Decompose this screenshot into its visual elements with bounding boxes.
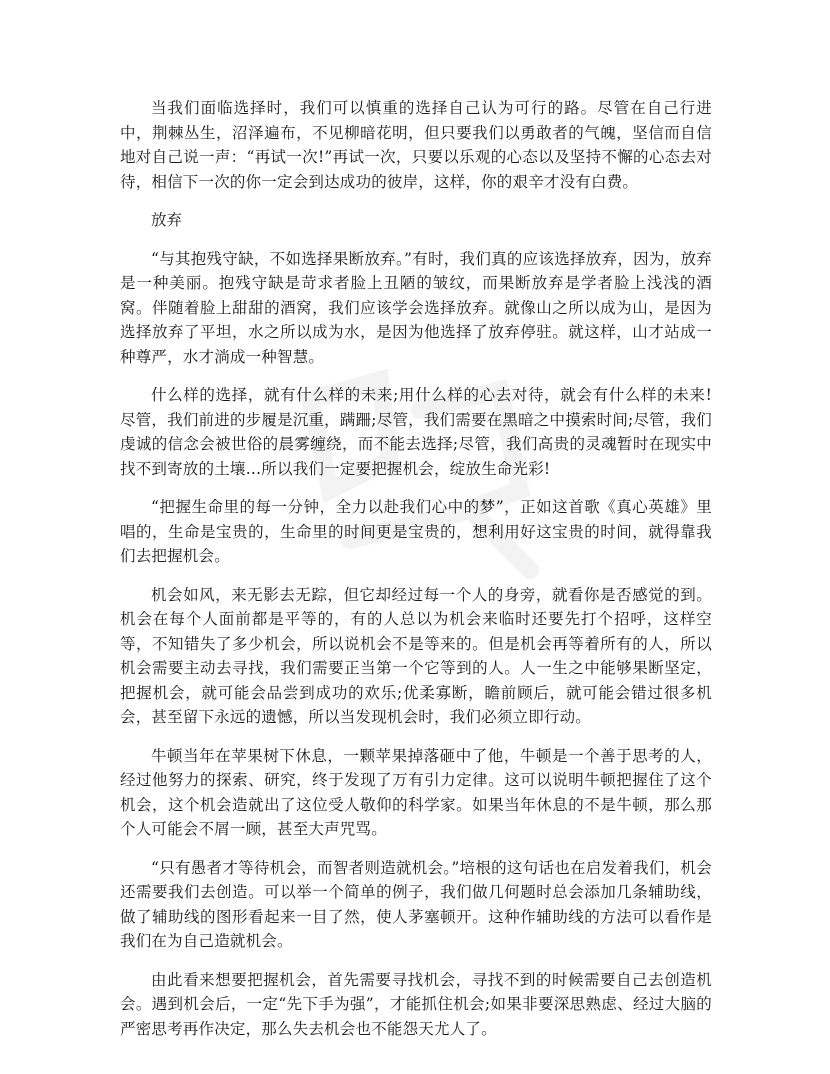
document-body bbox=[120, 96, 712, 1055]
section-heading-give-up: 放弃 bbox=[151, 211, 183, 229]
paragraph-true-hero: “把握生命里的每一分钟，全力以赴我们心中的梦”，正如这首歌《真心英雄》里唱的，生命是宝贵的，生命里的时间更是宝贵的，想利用好这宝贵的时间，就得靠我们去把握机会。 bbox=[120, 498, 712, 565]
paragraph-persistence: 当我们面临选择时，我们可以慎重的选择自己认为可行的路。尽管在自己行进中，荆棘丛生，沼泽遍布，不见柳暗花明，但只要我们以勇敢者的气魄，坚信而自信地对自己说一声：“再试一次!”再试一次，只要以乐观的心态以及坚持不懈的心态去对待，相信下一次的你一定会到达成功的彼岸，这样，你的艰辛才没有白费。 bbox=[120, 99, 712, 191]
paragraph-bacon: “只有愚者才等待机会，而智者则造就机会。”培根的这句话也在启发着我们，机会还需要我们去创造。可以举一个简单的例子，我们做几何题时总会添加几条辅助线，做了辅助线的图形看起来一目了然，使人茅塞顿开。这种作辅助线的方法可以看作是我们在为自己造就机会。 bbox=[120, 858, 712, 950]
paragraph-newton: 牛顿当年在苹果树下休息，一颗苹果掉落砸中了他，牛顿是一个善于思考的人，经过他努力的探索、研究，终于发现了万有引力定律。这可以说明牛顿把握住了这个机会，这个机会造就出了这位受人敬仰的科学家。如果当年休息的不是牛顿，那么那个人可能会不屑一顾，甚至大声咒骂。 bbox=[120, 746, 712, 838]
paragraph-opportunity-wind: 机会如风，来无影去无踪，但它却经过每一个人的身旁，就看你是否感觉的到。机会在每个人面前都是平等的，有的人总以为机会来临时还要先打个招呼，这样空等，不知错失了多少机会，所以说机会不是等来的。但是机会再等着所有的人，所以机会需要主动去寻找，我们需要正当第一个它等到的人。人一生之中能够果断坚定，把握机会，就可能会品尝到成功的欢乐;优柔寡断，瞻前顾后，就可能会错过很多机会，甚至留下永远的遗憾，所以当发现机会时，我们必须立即行动。 bbox=[120, 585, 712, 726]
paragraph-conclusion: 由此看来想要把握机会，首先需要寻找机会，寻找不到的时候需要自己去创造机会。遇到机会后，一定“先下手为强”，才能抓住机会;如果非要深思熟虑、经过大脑的严密思考再作决定，那么失去机会也不能怨天尤人了。 bbox=[120, 970, 712, 1038]
paragraph-give-up: “与其抱残守缺，不如选择果断放弃。”有时，我们真的应该选择放弃，因为，放弃是一种美丽。抱残守缺是苛求者脸上丑陋的皱纹，而果断放弃是学者脸上浅浅的酒窝。伴随着脸上甜甜的酒窝，我们应该学会选择放弃。就像山之所以成为山，是因为选择放弃了平坦，水之所以成为水，是因为他选择了放弃停驻。就这样，山才站成一种尊严，水才淌成一种智慧。 bbox=[120, 249, 712, 366]
paragraph-choice-future: 什么样的选择，就有什么样的未来;用什么样的心去对待，就会有什么样的未来!尽管，我们前进的步履是沉重，蹒跚;尽管，我们需要在黑暗之中摸索时间;尽管，我们虔诚的信念会被世俗的晨雾缠绕，而不能去选择;尽管，我们高贵的灵魂暂时在现实中找不到寄放的土壤…所以我们一定要把握机会，绽放生命光彩! bbox=[120, 386, 712, 478]
